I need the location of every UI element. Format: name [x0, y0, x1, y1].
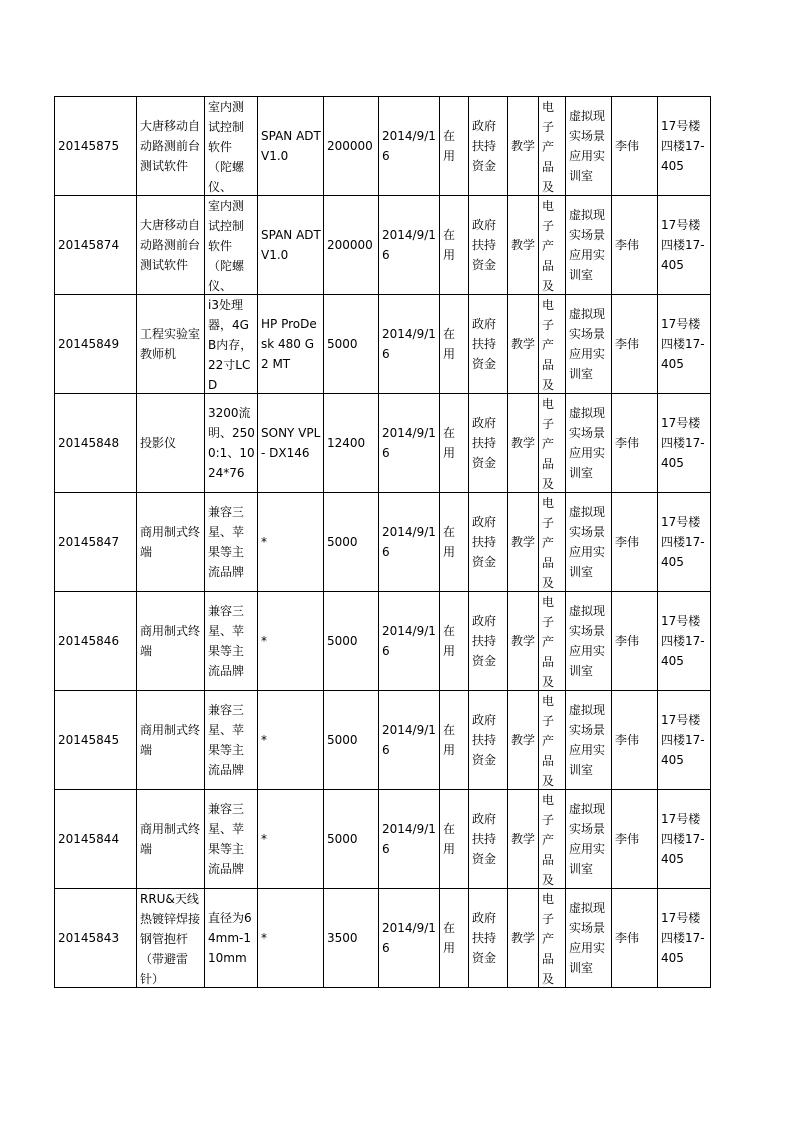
cell-asset-name [137, 493, 205, 592]
table-body [55, 97, 711, 988]
cell-purchase-date-text: 2014/9/16 [382, 822, 436, 856]
cell-purchase-date [379, 97, 440, 196]
cell-custodian-text: 李伟 [615, 931, 640, 945]
cell-spec [205, 295, 258, 394]
cell-asset-id-text: 20145843 [58, 931, 120, 945]
cell-custodian [612, 394, 658, 493]
cell-location [658, 592, 711, 691]
cell-model [258, 295, 324, 394]
cell-category [539, 295, 566, 394]
cell-location [658, 196, 711, 295]
cell-model [258, 592, 324, 691]
cell-funding-source [469, 493, 508, 592]
cell-spec-text: 兼容三星、苹果等主流品牌 [208, 505, 245, 579]
cell-status [440, 295, 469, 394]
cell-price-text: 200000 [327, 238, 373, 252]
cell-category-text: 电子产品及 [542, 694, 555, 788]
cell-asset-id [55, 592, 137, 691]
cell-model-text: * [261, 733, 267, 747]
cell-asset-id [55, 691, 137, 790]
cell-usage-text: 教学 [511, 931, 536, 945]
cell-usage-text: 教学 [511, 436, 536, 450]
cell-category [539, 493, 566, 592]
cell-location-text: 17号楼四楼17-405 [661, 317, 705, 371]
cell-category-text: 电子产品及 [542, 595, 555, 689]
cell-usage [508, 493, 539, 592]
cell-status-text: 在用 [443, 822, 456, 856]
table-row [55, 493, 711, 592]
cell-asset-name-text: 投影仪 [140, 436, 177, 450]
cell-status-text: 在用 [443, 921, 456, 955]
cell-funding-source-text: 政府扶持资金 [472, 614, 497, 668]
table-row [55, 790, 711, 889]
cell-funding-source-text: 政府扶持资金 [472, 416, 497, 470]
cell-funding-source-text: 政府扶持资金 [472, 317, 497, 371]
cell-lab-text: 虚拟现实场景应用实训室 [569, 208, 606, 282]
cell-price [324, 493, 379, 592]
cell-asset-id [55, 493, 137, 592]
cell-asset-name [137, 97, 205, 196]
cell-price-text: 5000 [327, 337, 358, 351]
cell-lab [566, 97, 612, 196]
cell-status [440, 97, 469, 196]
cell-custodian [612, 196, 658, 295]
cell-location [658, 295, 711, 394]
cell-category [539, 196, 566, 295]
cell-spec [205, 394, 258, 493]
cell-usage-text: 教学 [511, 139, 536, 153]
cell-lab-text: 虚拟现实场景应用实训室 [569, 109, 606, 183]
cell-price-text: 5000 [327, 733, 358, 747]
cell-model [258, 790, 324, 889]
cell-status [440, 691, 469, 790]
cell-funding-source [469, 196, 508, 295]
cell-purchase-date [379, 790, 440, 889]
cell-price-text: 3500 [327, 931, 358, 945]
cell-price [324, 394, 379, 493]
cell-location-text: 17号楼四楼17-405 [661, 416, 705, 470]
cell-asset-id-text: 20145846 [58, 634, 120, 648]
cell-status [440, 394, 469, 493]
cell-funding-source [469, 889, 508, 988]
cell-status [440, 889, 469, 988]
cell-spec-text: 兼容三星、苹果等主流品牌 [208, 802, 245, 876]
cell-model [258, 196, 324, 295]
cell-purchase-date [379, 394, 440, 493]
cell-asset-name [137, 196, 205, 295]
cell-status [440, 196, 469, 295]
cell-funding-source [469, 295, 508, 394]
cell-spec-text: 直径为64mm-110mm [208, 911, 252, 965]
cell-spec-text: 兼容三星、苹果等主流品牌 [208, 703, 245, 777]
table-row [55, 196, 711, 295]
cell-asset-id-text: 20145847 [58, 535, 120, 549]
cell-asset-name [137, 592, 205, 691]
cell-usage-text: 教学 [511, 238, 536, 252]
cell-usage [508, 196, 539, 295]
cell-price [324, 295, 379, 394]
cell-spec-text: 兼容三星、苹果等主流品牌 [208, 604, 245, 678]
cell-status-text: 在用 [443, 723, 456, 757]
cell-location-text: 17号楼四楼17-405 [661, 614, 705, 668]
cell-purchase-date [379, 493, 440, 592]
cell-lab [566, 295, 612, 394]
cell-price [324, 196, 379, 295]
cell-category [539, 790, 566, 889]
cell-asset-name-text: RRU&天线热镀锌焊接钢管抱杆（带避雷针） [140, 892, 201, 986]
cell-location-text: 17号楼四楼17-405 [661, 713, 705, 767]
cell-asset-id-text: 20145849 [58, 337, 120, 351]
cell-status [440, 790, 469, 889]
cell-model-text: SPAN ADT V1.0 [261, 228, 321, 262]
cell-location [658, 97, 711, 196]
cell-asset-name [137, 394, 205, 493]
cell-asset-name-text: 商用制式终端 [140, 624, 201, 658]
cell-status [440, 592, 469, 691]
cell-spec-text: 室内测试控制软件（陀螺仪、 [208, 100, 245, 194]
cell-price [324, 592, 379, 691]
cell-custodian-text: 李伟 [615, 733, 640, 747]
cell-asset-id [55, 97, 137, 196]
cell-spec-text: i3处理器，4GB内存，22寸LCD [208, 298, 253, 392]
cell-asset-id-text: 20145875 [58, 139, 120, 153]
cell-custodian-text: 李伟 [615, 535, 640, 549]
cell-asset-id-text: 20145844 [58, 832, 120, 846]
cell-status-text: 在用 [443, 624, 456, 658]
cell-spec [205, 691, 258, 790]
cell-usage-text: 教学 [511, 733, 536, 747]
cell-status [440, 493, 469, 592]
cell-location [658, 691, 711, 790]
cell-price-text: 5000 [327, 832, 358, 846]
cell-funding-source-text: 政府扶持资金 [472, 911, 497, 965]
cell-asset-name [137, 889, 205, 988]
cell-usage-text: 教学 [511, 337, 536, 351]
table-row [55, 592, 711, 691]
cell-location [658, 493, 711, 592]
cell-lab [566, 691, 612, 790]
cell-model [258, 97, 324, 196]
cell-custodian [612, 889, 658, 988]
cell-category [539, 592, 566, 691]
table-row [55, 97, 711, 196]
cell-purchase-date-text: 2014/9/16 [382, 129, 436, 163]
cell-asset-id-text: 20145848 [58, 436, 120, 450]
cell-purchase-date [379, 196, 440, 295]
cell-usage [508, 790, 539, 889]
cell-category-text: 电子产品及 [542, 298, 555, 392]
cell-model-text: * [261, 634, 267, 648]
table-row [55, 889, 711, 988]
cell-custodian-text: 李伟 [615, 337, 640, 351]
cell-usage [508, 889, 539, 988]
cell-lab-text: 虚拟现实场景应用实训室 [569, 604, 606, 678]
cell-usage-text: 教学 [511, 535, 536, 549]
cell-usage [508, 97, 539, 196]
cell-purchase-date [379, 889, 440, 988]
cell-funding-source-text: 政府扶持资金 [472, 812, 497, 866]
cell-custodian-text: 李伟 [615, 139, 640, 153]
cell-category-text: 电子产品及 [542, 892, 555, 986]
cell-purchase-date [379, 592, 440, 691]
cell-asset-id [55, 394, 137, 493]
cell-location-text: 17号楼四楼17-405 [661, 515, 705, 569]
cell-model-text: HP ProDesk 480 G2 MT [261, 317, 317, 371]
cell-price [324, 889, 379, 988]
cell-location-text: 17号楼四楼17-405 [661, 911, 705, 965]
cell-asset-id [55, 790, 137, 889]
cell-model-text: * [261, 832, 267, 846]
cell-asset-id-text: 20145874 [58, 238, 120, 252]
cell-status-text: 在用 [443, 228, 456, 262]
cell-price-text: 5000 [327, 634, 358, 648]
cell-location-text: 17号楼四楼17-405 [661, 218, 705, 272]
cell-category-text: 电子产品及 [542, 100, 555, 194]
asset-table [54, 96, 711, 988]
cell-location-text: 17号楼四楼17-405 [661, 119, 705, 173]
cell-model [258, 889, 324, 988]
cell-location [658, 394, 711, 493]
cell-asset-id [55, 889, 137, 988]
cell-lab [566, 493, 612, 592]
cell-asset-id-text: 20145845 [58, 733, 120, 747]
cell-lab [566, 196, 612, 295]
cell-category-text: 电子产品及 [542, 496, 555, 590]
cell-location [658, 889, 711, 988]
cell-custodian [612, 97, 658, 196]
cell-custodian-text: 李伟 [615, 832, 640, 846]
cell-lab [566, 790, 612, 889]
cell-purchase-date-text: 2014/9/16 [382, 723, 436, 757]
cell-funding-source-text: 政府扶持资金 [472, 515, 497, 569]
cell-status-text: 在用 [443, 327, 456, 361]
cell-lab-text: 虚拟现实场景应用实训室 [569, 406, 606, 480]
cell-funding-source-text: 政府扶持资金 [472, 713, 497, 767]
cell-asset-name-text: 大唐移动自动路测前台测试软件 [140, 119, 201, 173]
cell-category-text: 电子产品及 [542, 397, 555, 491]
cell-location [658, 790, 711, 889]
cell-asset-id [55, 295, 137, 394]
cell-spec [205, 790, 258, 889]
cell-lab-text: 虚拟现实场景应用实训室 [569, 802, 606, 876]
cell-funding-source [469, 790, 508, 889]
cell-price [324, 691, 379, 790]
cell-asset-name-text: 大唐移动自动路测前台测试软件 [140, 218, 201, 272]
cell-asset-name-text: 商用制式终端 [140, 822, 201, 856]
cell-price [324, 97, 379, 196]
cell-usage [508, 592, 539, 691]
cell-custodian [612, 493, 658, 592]
cell-asset-name-text: 工程实验室教师机 [140, 327, 201, 361]
cell-purchase-date-text: 2014/9/16 [382, 525, 436, 559]
cell-custodian [612, 790, 658, 889]
cell-funding-source [469, 394, 508, 493]
cell-status-text: 在用 [443, 525, 456, 559]
cell-lab [566, 394, 612, 493]
cell-lab [566, 592, 612, 691]
cell-purchase-date-text: 2014/9/16 [382, 921, 436, 955]
cell-lab-text: 虚拟现实场景应用实训室 [569, 307, 606, 381]
cell-price-text: 200000 [327, 139, 373, 153]
cell-price [324, 790, 379, 889]
cell-model [258, 394, 324, 493]
cell-lab-text: 虚拟现实场景应用实训室 [569, 505, 606, 579]
cell-asset-name [137, 691, 205, 790]
cell-custodian-text: 李伟 [615, 436, 640, 450]
cell-category-text: 电子产品及 [542, 199, 555, 293]
cell-model [258, 691, 324, 790]
cell-custodian [612, 592, 658, 691]
cell-funding-source [469, 691, 508, 790]
cell-category [539, 97, 566, 196]
cell-spec [205, 493, 258, 592]
cell-custodian-text: 李伟 [615, 634, 640, 648]
cell-model [258, 493, 324, 592]
cell-usage [508, 691, 539, 790]
cell-asset-name [137, 295, 205, 394]
cell-purchase-date-text: 2014/9/16 [382, 624, 436, 658]
cell-asset-name-text: 商用制式终端 [140, 525, 201, 559]
cell-status-text: 在用 [443, 426, 456, 460]
cell-funding-source [469, 592, 508, 691]
table-row [55, 691, 711, 790]
cell-funding-source-text: 政府扶持资金 [472, 119, 497, 173]
cell-category [539, 691, 566, 790]
cell-model-text: SONY VPL - DX146 [261, 426, 321, 460]
cell-asset-name-text: 商用制式终端 [140, 723, 201, 757]
cell-funding-source-text: 政府扶持资金 [472, 218, 497, 272]
cell-usage-text: 教学 [511, 634, 536, 648]
cell-usage-text: 教学 [511, 832, 536, 846]
cell-price-text: 5000 [327, 535, 358, 549]
cell-status-text: 在用 [443, 129, 456, 163]
cell-spec-text: 室内测试控制软件（陀螺仪、 [208, 199, 245, 293]
cell-category-text: 电子产品及 [542, 793, 555, 887]
cell-asset-id [55, 196, 137, 295]
cell-purchase-date-text: 2014/9/16 [382, 426, 436, 460]
cell-spec [205, 592, 258, 691]
cell-spec-text: 3200流明、2500:1、1024*76 [208, 406, 255, 480]
cell-model-text: SPAN ADT V1.0 [261, 129, 321, 163]
cell-lab [566, 889, 612, 988]
cell-purchase-date [379, 691, 440, 790]
cell-custodian-text: 李伟 [615, 238, 640, 252]
cell-lab-text: 虚拟现实场景应用实训室 [569, 703, 606, 777]
cell-custodian [612, 295, 658, 394]
cell-funding-source [469, 97, 508, 196]
cell-asset-name [137, 790, 205, 889]
cell-purchase-date-text: 2014/9/16 [382, 327, 436, 361]
table-row [55, 295, 711, 394]
cell-price-text: 12400 [327, 436, 366, 450]
table-row [55, 394, 711, 493]
cell-spec [205, 196, 258, 295]
cell-lab-text: 虚拟现实场景应用实训室 [569, 901, 606, 975]
cell-usage [508, 295, 539, 394]
cell-usage [508, 394, 539, 493]
cell-model-text: * [261, 535, 267, 549]
cell-purchase-date [379, 295, 440, 394]
cell-spec [205, 97, 258, 196]
cell-model-text: * [261, 931, 267, 945]
cell-purchase-date-text: 2014/9/16 [382, 228, 436, 262]
cell-category [539, 394, 566, 493]
cell-category [539, 889, 566, 988]
cell-custodian [612, 691, 658, 790]
cell-location-text: 17号楼四楼17-405 [661, 812, 705, 866]
cell-spec [205, 889, 258, 988]
